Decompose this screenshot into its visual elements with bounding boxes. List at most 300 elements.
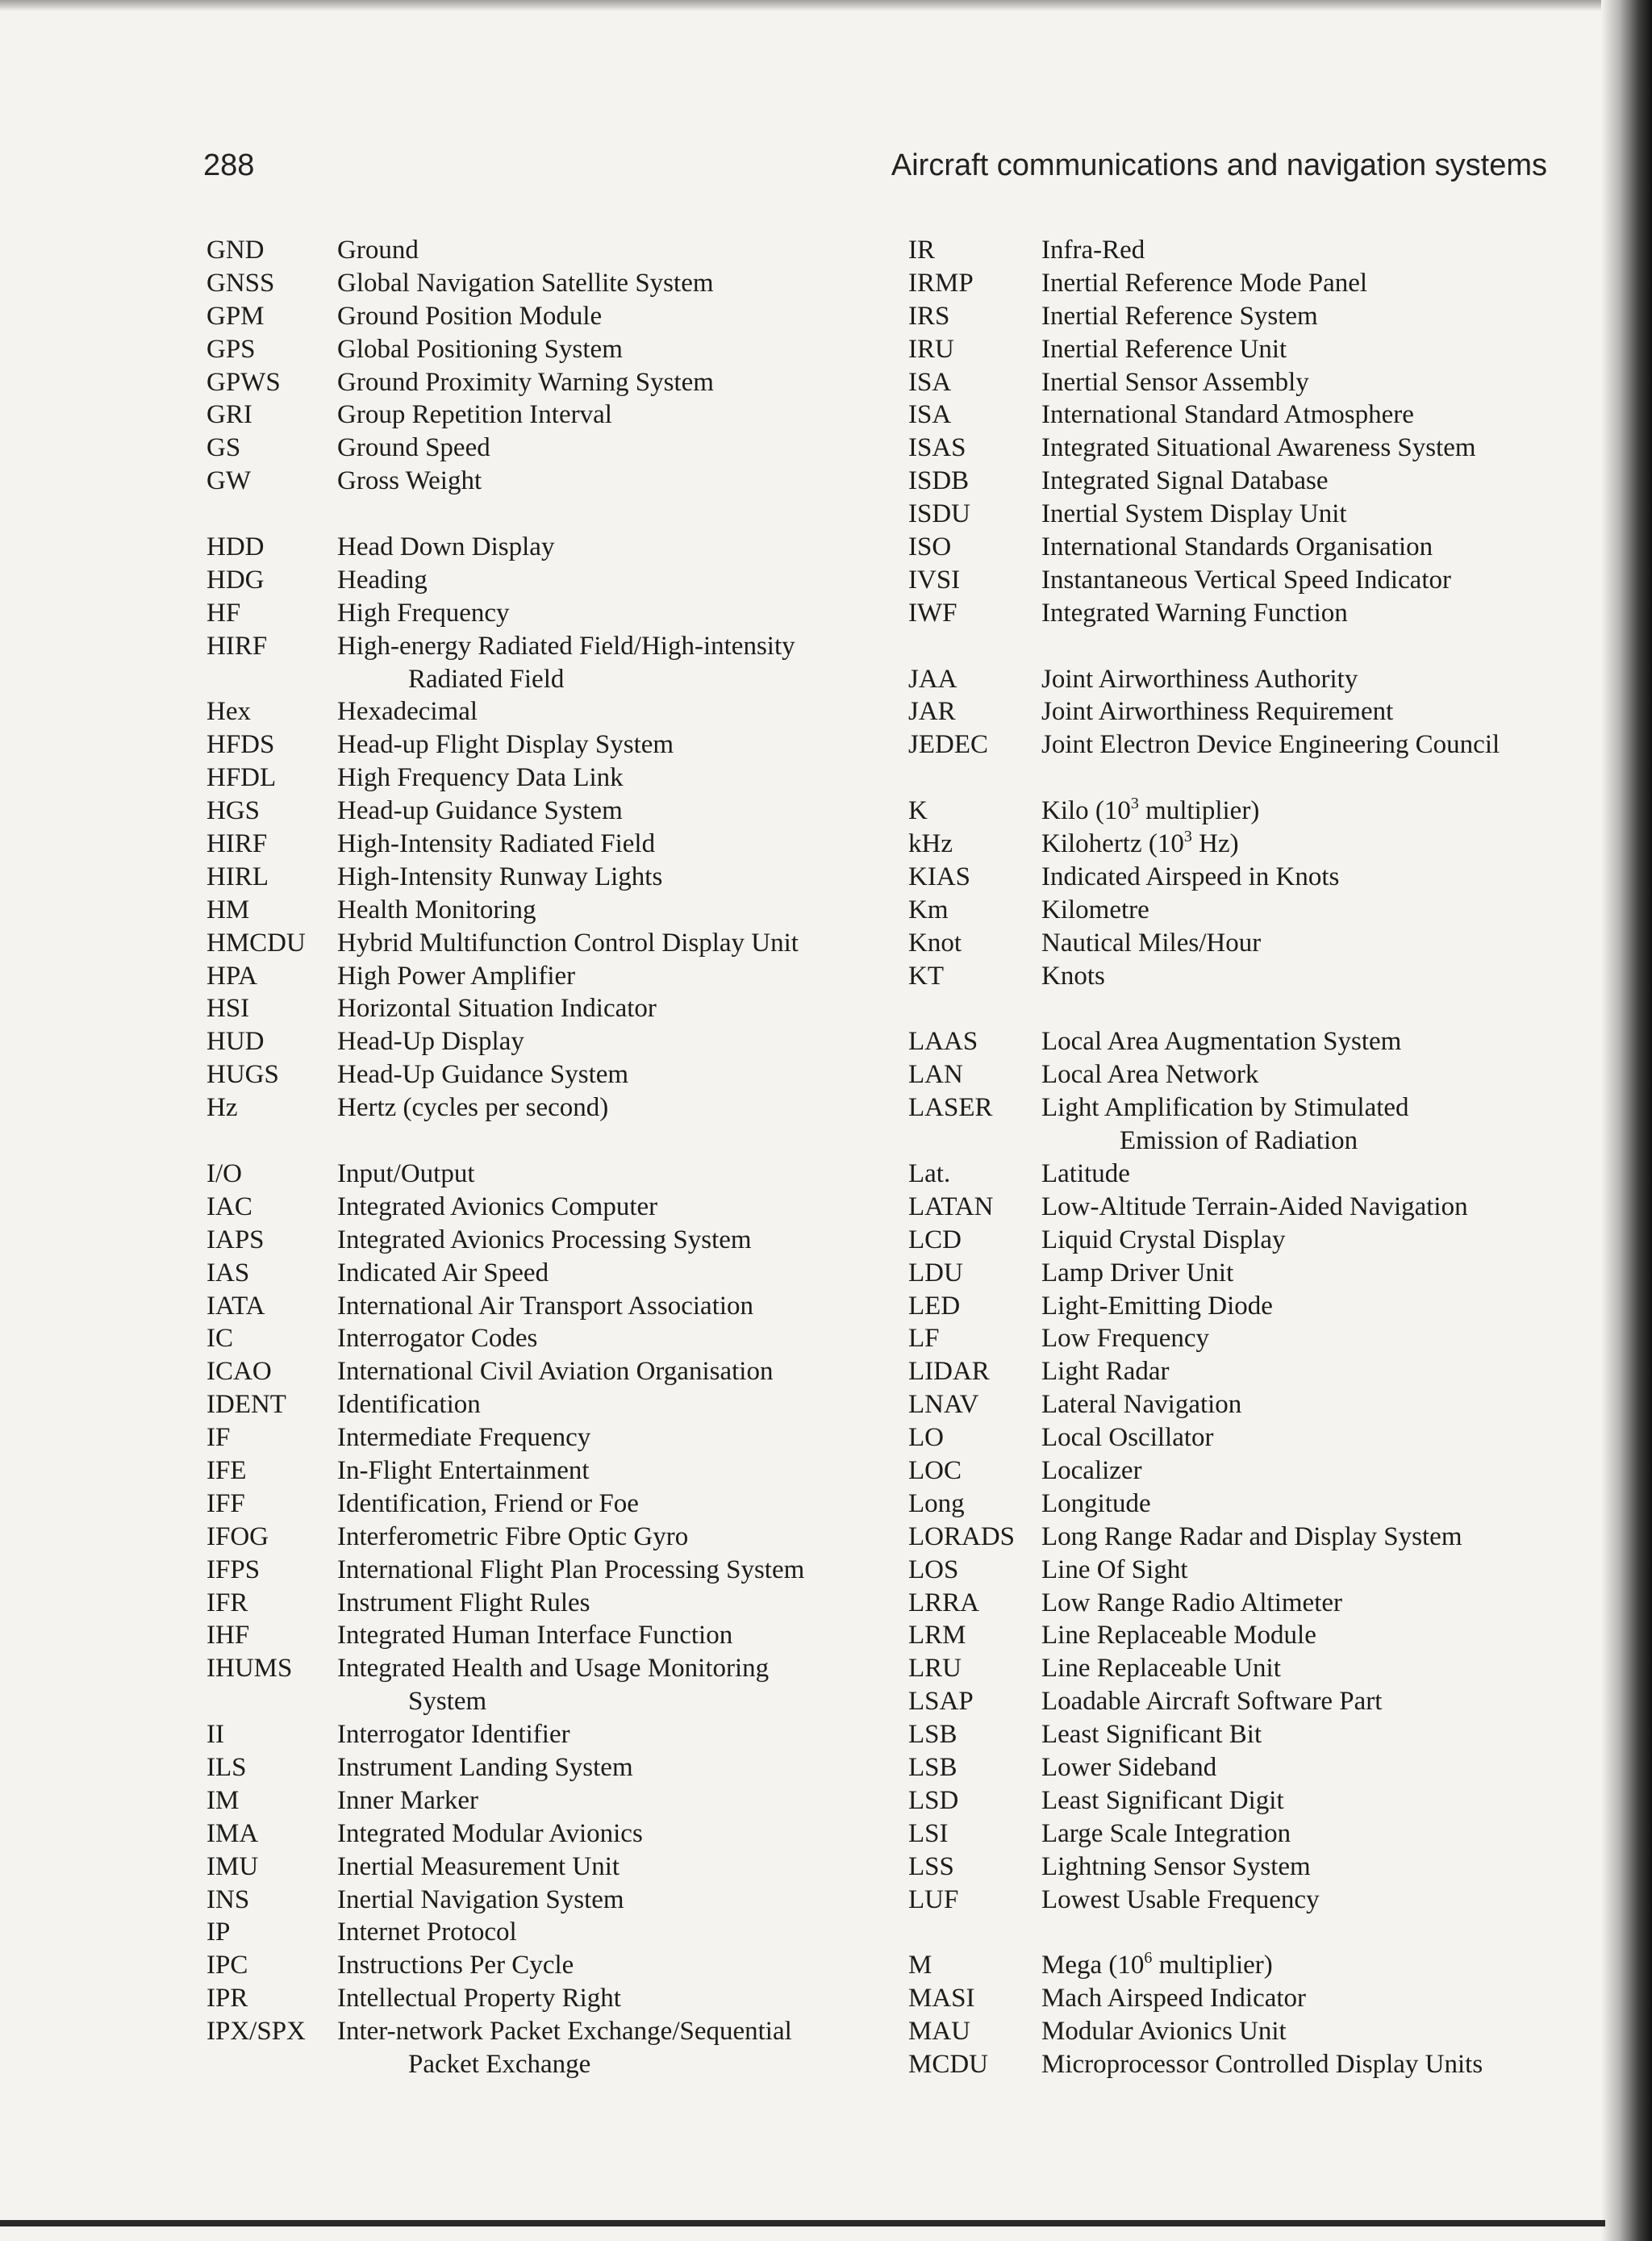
abbreviation: LDU xyxy=(908,1258,963,1287)
term-continuation: Packet Exchange xyxy=(408,2049,591,2079)
abbreviation: ISA xyxy=(908,400,952,430)
definition xyxy=(337,597,510,630)
definition xyxy=(1041,333,1287,366)
definition xyxy=(337,465,482,498)
term-continuation: Radiated Field xyxy=(408,664,565,694)
definition xyxy=(337,1224,752,1257)
definition xyxy=(1041,1058,1258,1091)
definition-text: Lower Sideband xyxy=(1041,1752,1217,1782)
abbreviation-entry xyxy=(206,927,876,960)
definition xyxy=(1041,1257,1233,1290)
definition-text: Hybrid Multifunction Control Display Unit xyxy=(337,928,799,958)
abbreviation-entry xyxy=(206,1884,876,1917)
abbreviation-entry xyxy=(908,1355,1602,1388)
definition-text: Identification xyxy=(337,1390,481,1420)
abbreviation-entry xyxy=(908,828,1602,861)
abbreviation-entry xyxy=(908,564,1602,597)
definition-text: Local Oscillator xyxy=(1041,1423,1214,1453)
definition-text: Head-up Guidance System xyxy=(337,796,623,826)
abbreviation-entry xyxy=(908,1224,1602,1257)
abbreviation-entry xyxy=(206,1817,876,1851)
definition-text: Low-Altitude Terrain-Aided Navigation xyxy=(1041,1191,1468,1221)
abbreviation-entry xyxy=(908,531,1602,564)
abbreviation: IDENT xyxy=(206,1390,286,1420)
definition xyxy=(337,762,624,795)
abbreviation: GPWS xyxy=(206,367,281,397)
abbreviation-entry xyxy=(908,234,1602,267)
definition-text: Integrated Situational Awareness System xyxy=(1041,433,1476,463)
definition xyxy=(1041,1158,1130,1191)
abbreviation: LOS xyxy=(908,1555,959,1584)
definition-text: Kilo (10 xyxy=(1041,796,1131,826)
abbreviation-entry xyxy=(908,333,1602,366)
abbreviation: JAA xyxy=(908,664,957,694)
definition-text: Instrument Landing System xyxy=(337,1752,633,1782)
abbreviation-entry xyxy=(206,861,876,894)
abbreviation: LIDAR xyxy=(908,1357,990,1387)
definition xyxy=(337,1091,608,1125)
definition-text: Internet Protocol xyxy=(337,1918,517,1947)
abbreviation: II xyxy=(206,1720,224,1750)
abbreviation: HDG xyxy=(206,565,265,595)
definition xyxy=(1041,1587,1342,1620)
section-gap xyxy=(206,1125,876,1158)
abbreviation-entry xyxy=(908,2048,1602,2081)
abbreviation: ISA xyxy=(908,367,952,397)
abbreviation-entry xyxy=(908,1521,1602,1554)
abbreviation-entry xyxy=(206,1058,876,1091)
definition-text: Interferometric Fibre Optic Gyro xyxy=(337,1521,689,1551)
section-gap xyxy=(908,762,1602,795)
definition-text: Ground Position Module xyxy=(337,301,603,331)
definition-text: Group Repetition Interval xyxy=(337,400,612,430)
abbreviation: MCDU xyxy=(908,2049,989,2079)
abbreviation: IMU xyxy=(206,1851,259,1881)
definition xyxy=(337,1025,524,1058)
abbreviation: LO xyxy=(908,1423,944,1453)
abbreviation: IATA xyxy=(206,1291,265,1321)
abbreviation-entry xyxy=(206,728,876,762)
abbreviation: HUGS xyxy=(206,1060,279,1090)
abbreviation-entry xyxy=(908,1421,1602,1454)
abbreviation: LRRA xyxy=(908,1588,980,1617)
definition xyxy=(337,1982,621,2015)
abbreviation: LUF xyxy=(908,1884,959,1914)
definition xyxy=(337,1619,732,1652)
section-gap xyxy=(908,992,1602,1025)
definition xyxy=(337,1718,570,1751)
abbreviation-entry xyxy=(206,531,876,564)
definition xyxy=(337,1257,549,1290)
definition-text: Hexadecimal xyxy=(337,697,478,727)
definition-text: Light-Emitting Diode xyxy=(1041,1291,1273,1321)
abbreviation: GPS xyxy=(206,334,256,364)
definition xyxy=(1041,2048,1483,2081)
abbreviation-entry xyxy=(206,1916,876,1949)
definition xyxy=(337,1521,688,1554)
definition xyxy=(1041,1488,1151,1521)
definition xyxy=(1041,828,1239,861)
definition xyxy=(1041,1685,1382,1718)
abbreviation: K xyxy=(908,796,928,826)
definition xyxy=(1041,564,1451,597)
abbreviation-entry xyxy=(206,1421,876,1454)
definition xyxy=(1041,960,1105,993)
definition-text-after: multiplier) xyxy=(1152,1951,1273,1980)
abbreviation: ISDU xyxy=(908,499,971,529)
definition-text: Loadable Aircraft Software Part xyxy=(1041,1687,1383,1717)
abbreviation-entry xyxy=(206,333,876,366)
abbreviation-entry xyxy=(908,465,1602,498)
abbreviation: Lat. xyxy=(908,1158,951,1188)
definition-text: Ground Speed xyxy=(337,433,490,463)
definition-text: Line Replaceable Unit xyxy=(1041,1654,1281,1684)
section-gap xyxy=(206,498,876,531)
definition xyxy=(1041,1091,1409,1125)
definition xyxy=(337,267,714,300)
definition-text: Kilohertz (10 xyxy=(1041,829,1184,859)
abbreviation-entry xyxy=(206,1355,876,1388)
definition-text: Ground Proximity Warning System xyxy=(337,367,714,397)
definition xyxy=(337,399,612,432)
abbreviation: HUD xyxy=(206,1027,265,1057)
abbreviation-entry xyxy=(206,1652,876,1685)
definition-text: Integrated Modular Avionics xyxy=(337,1818,643,1848)
abbreviation: IPR xyxy=(206,1984,248,2014)
definition xyxy=(337,695,478,728)
abbreviation: IC xyxy=(206,1324,233,1354)
abbreviation: KT xyxy=(908,961,944,991)
abbreviation: LAN xyxy=(908,1060,963,1090)
abbreviation-entry xyxy=(908,927,1602,960)
definition-text: Lowest Usable Frequency xyxy=(1041,1884,1320,1914)
definition-text: Inertial Reference System xyxy=(1041,301,1318,331)
definition xyxy=(337,531,554,564)
definition xyxy=(337,432,490,465)
definition-text: Inertial System Display Unit xyxy=(1041,499,1347,529)
definition-text: Low Range Radio Altimeter xyxy=(1041,1588,1343,1617)
definition-text: Head-Up Display xyxy=(337,1027,524,1057)
definition-text: Integrated Signal Database xyxy=(1041,466,1329,496)
abbreviation-entry xyxy=(206,1158,876,1191)
definition-text: Horizontal Situation Indicator xyxy=(337,994,657,1024)
abbreviation: IF xyxy=(206,1423,231,1453)
abbreviation: MAU xyxy=(908,2017,971,2047)
definition-text: Inter-network Packet Exchange/Sequential xyxy=(337,2017,792,2047)
definition-text: High-energy Radiated Field/High-intensity xyxy=(337,631,795,661)
definition xyxy=(1041,1388,1241,1421)
abbreviation: LRM xyxy=(908,1621,966,1650)
definition xyxy=(1041,1224,1285,1257)
abbreviation-entry xyxy=(206,828,876,861)
definition-text: Heading xyxy=(337,565,428,595)
abbreviation-entry xyxy=(908,1454,1602,1488)
abbreviation-entry xyxy=(908,1619,1602,1652)
section-gap xyxy=(908,630,1602,663)
definition xyxy=(337,300,602,333)
abbreviation: HGS xyxy=(206,796,261,826)
definition-text: In-Flight Entertainment xyxy=(337,1455,590,1485)
abbreviation: HF xyxy=(206,598,241,628)
abbreviation-entry xyxy=(908,1652,1602,1685)
abbreviation-entry xyxy=(908,728,1602,762)
definition-text: Inner Marker xyxy=(337,1785,478,1815)
abbreviation-entry xyxy=(206,1554,876,1587)
abbreviation: HM xyxy=(206,895,250,924)
definition-text: Integrated Warning Function xyxy=(1041,598,1348,628)
abbreviation-entry xyxy=(908,1488,1602,1521)
definition xyxy=(1041,1784,1284,1817)
abbreviation-entry xyxy=(908,1685,1602,1718)
definition xyxy=(337,1322,537,1355)
abbreviation-entry xyxy=(908,1091,1602,1125)
definition xyxy=(1041,1817,1291,1851)
abbreviation-entry xyxy=(206,564,876,597)
definition xyxy=(337,630,795,663)
definition xyxy=(337,333,623,366)
definition xyxy=(337,795,623,828)
definition-text: International Standards Organisation xyxy=(1041,532,1433,562)
definition-text: Local Area Network xyxy=(1041,1060,1259,1090)
abbreviation: IHF xyxy=(206,1621,250,1650)
abbreviation-entry xyxy=(206,1290,876,1323)
abbreviation: IMA xyxy=(206,1818,259,1848)
definition xyxy=(337,1421,590,1454)
definition xyxy=(1041,2015,1287,2048)
abbreviation-entry xyxy=(908,2015,1602,2048)
abbreviation-entry xyxy=(206,1718,876,1751)
definition-text: High Power Amplifier xyxy=(337,961,576,991)
abbreviation: LORADS xyxy=(908,1521,1016,1551)
definition xyxy=(1041,1521,1462,1554)
exponent: 6 xyxy=(1144,1949,1153,1968)
abbreviation: M xyxy=(908,1951,932,1980)
definition-text: Inertial Sensor Assembly xyxy=(1041,367,1309,397)
abbreviation-entry xyxy=(908,695,1602,728)
abbreviation-entry xyxy=(908,1322,1602,1355)
definition-text: Joint Airworthiness Requirement xyxy=(1041,697,1394,727)
abbreviation: IFOG xyxy=(206,1521,269,1551)
definition-text: Lightning Sensor System xyxy=(1041,1851,1311,1881)
abbreviation: IPC xyxy=(206,1951,248,1980)
abbreviation-entry xyxy=(908,300,1602,333)
definition xyxy=(337,1784,478,1817)
abbreviation: GPM xyxy=(206,301,265,331)
abbreviation: LSS xyxy=(908,1851,954,1881)
definition xyxy=(337,234,419,267)
definition-text: Local Area Augmentation System xyxy=(1041,1027,1402,1057)
definition-text: International Standard Atmosphere xyxy=(1041,400,1414,430)
abbreviation-entry xyxy=(206,992,876,1025)
definition-text: Input/Output xyxy=(337,1158,475,1188)
abbreviation-entry xyxy=(206,1751,876,1784)
abbreviation-entry xyxy=(908,1257,1602,1290)
abbreviation: ICAO xyxy=(206,1357,272,1387)
abbreviation: HIRF xyxy=(206,829,268,859)
definition xyxy=(1041,1454,1142,1488)
abbreviation: GW xyxy=(206,466,251,496)
abbreviation: LASER xyxy=(908,1093,993,1123)
definition xyxy=(337,894,536,927)
definition xyxy=(1041,1884,1320,1917)
abbreviation: IFPS xyxy=(206,1555,261,1584)
running-head: Aircraft communications and navigation systems xyxy=(891,148,1547,182)
abbreviation: HMCDU xyxy=(206,928,306,958)
definition-text: Joint Airworthiness Authority xyxy=(1041,664,1358,694)
definition xyxy=(1041,300,1318,333)
definition-text: Health Monitoring xyxy=(337,895,536,924)
definition-text: Indicated Airspeed in Knots xyxy=(1041,862,1340,891)
definition xyxy=(337,366,714,399)
definition-text-after: Hz) xyxy=(1191,829,1239,859)
definition xyxy=(1041,432,1476,465)
definition-text-after: multiplier) xyxy=(1138,796,1260,826)
definition-text: Intermediate Frequency xyxy=(337,1423,591,1453)
abbreviation-entry xyxy=(908,432,1602,465)
definition xyxy=(1041,1191,1468,1224)
abbreviation: Hz xyxy=(206,1093,238,1123)
definition-text: Head-Up Guidance System xyxy=(337,1060,629,1090)
abbreviation: LRU xyxy=(908,1654,962,1684)
abbreviation-entry xyxy=(908,1554,1602,1587)
definition xyxy=(337,1290,753,1323)
definition xyxy=(337,1191,657,1224)
definition xyxy=(337,1652,769,1685)
definition-text: Instantaneous Vertical Speed Indicator xyxy=(1041,565,1451,595)
term-continuation: Emission of Radiation xyxy=(1120,1126,1358,1156)
definition xyxy=(337,960,575,993)
abbreviation: IRS xyxy=(908,301,950,331)
abbreviation: Hex xyxy=(206,697,251,727)
definition xyxy=(1041,1355,1170,1388)
abbreviation-entry xyxy=(908,1949,1602,1982)
definition xyxy=(1041,1982,1306,2015)
abbreviation-entry xyxy=(206,234,876,267)
abbreviation-entry xyxy=(908,1751,1602,1784)
definition xyxy=(337,1388,481,1421)
term-continuation: System xyxy=(408,1687,487,1717)
definition xyxy=(1041,663,1358,696)
definition xyxy=(1041,795,1259,828)
abbreviation-entry xyxy=(908,663,1602,696)
definition-text: Inertial Navigation System xyxy=(337,1884,624,1914)
definition xyxy=(337,1949,574,1982)
abbreviation-entry xyxy=(908,894,1602,927)
definition-text: High-Intensity Runway Lights xyxy=(337,862,663,891)
definition xyxy=(337,1851,620,1884)
definition xyxy=(1041,465,1329,498)
abbreviation-entry xyxy=(908,597,1602,630)
abbreviation: LAAS xyxy=(908,1027,978,1057)
abbreviation: IAPS xyxy=(206,1225,265,1254)
definition-text: Instrument Flight Rules xyxy=(337,1588,590,1617)
entry-continuation xyxy=(908,1125,1602,1158)
definition-text: Large Scale Integration xyxy=(1041,1818,1291,1848)
definition xyxy=(337,861,662,894)
abbreviation-entry xyxy=(908,1817,1602,1851)
abbreviation-entry xyxy=(908,795,1602,828)
abbreviation: IAS xyxy=(206,1258,250,1287)
definition xyxy=(1041,498,1347,531)
definition-text: Lamp Driver Unit xyxy=(1041,1258,1234,1287)
abbreviation-entry xyxy=(206,465,876,498)
definition xyxy=(1041,366,1309,399)
definition-text: Inertial Reference Mode Panel xyxy=(1041,268,1368,298)
abbreviation-entry xyxy=(206,1322,876,1355)
abbreviation: HFDS xyxy=(206,730,275,760)
definition xyxy=(337,2015,792,2048)
abbreviation-entry xyxy=(206,1025,876,1058)
definition-text: Integrated Health and Usage Monitoring xyxy=(337,1654,770,1684)
abbreviation-entry xyxy=(206,1257,876,1290)
definition xyxy=(1041,1949,1273,1982)
abbreviation: INS xyxy=(206,1884,250,1914)
abbreviation-entry xyxy=(206,1388,876,1421)
abbreviation: HDD xyxy=(206,532,265,562)
abbreviation: JEDEC xyxy=(908,730,988,760)
definition-text: Knots xyxy=(1041,961,1105,991)
abbreviation: LSAP xyxy=(908,1687,974,1717)
definition xyxy=(337,564,428,597)
definition xyxy=(1041,695,1393,728)
abbreviation: kHz xyxy=(908,829,953,859)
abbreviation-entry xyxy=(908,1784,1602,1817)
definition-text: International Civil Aviation Organisation xyxy=(337,1357,774,1387)
abbreviation-entry xyxy=(206,2015,876,2048)
abbreviation: IHUMS xyxy=(206,1654,293,1684)
definition-text: High-Intensity Radiated Field xyxy=(337,829,656,859)
definition xyxy=(1041,1751,1216,1784)
abbreviation: LF xyxy=(908,1324,940,1354)
definition-text: High Frequency Data Link xyxy=(337,763,624,793)
definition-text: Microprocessor Controlled Display Units xyxy=(1041,2049,1483,2079)
abbreviation: GS xyxy=(206,433,241,463)
abbreviation: GND xyxy=(206,236,265,265)
definition-text: Interrogator Identifier xyxy=(337,1720,570,1750)
definition-text: Mach Airspeed Indicator xyxy=(1041,1984,1307,2014)
abbreviation-entry xyxy=(206,300,876,333)
definition-text: Infra-Red xyxy=(1041,236,1145,265)
abbreviation-entry xyxy=(206,695,876,728)
definition xyxy=(1041,531,1433,564)
abbreviation-entry xyxy=(206,432,876,465)
definition xyxy=(1041,1554,1187,1587)
abbreviation-entry xyxy=(908,1388,1602,1421)
definition-text: Low Frequency xyxy=(1041,1324,1210,1354)
abbreviation-entry xyxy=(206,399,876,432)
entry-continuation xyxy=(206,2048,876,2081)
abbreviations-left-column xyxy=(206,234,876,2081)
definition xyxy=(337,992,657,1025)
abbreviation: IFE xyxy=(206,1455,247,1485)
definition xyxy=(1041,728,1500,762)
definition xyxy=(337,728,674,762)
abbreviation: HPA xyxy=(206,961,257,991)
abbreviation-entry xyxy=(908,1587,1602,1620)
definition-text: Indicated Air Speed xyxy=(337,1258,549,1287)
abbreviation-entry xyxy=(206,894,876,927)
abbreviation-entry xyxy=(206,1619,876,1652)
definition-text: Joint Electron Device Engineering Council xyxy=(1041,730,1500,760)
abbreviation-entry xyxy=(908,267,1602,300)
abbreviation: LSB xyxy=(908,1752,957,1782)
page-top-shadow xyxy=(0,0,1601,11)
abbreviation-entry xyxy=(908,1158,1602,1191)
exponent: 3 xyxy=(1183,828,1192,846)
abbreviation: IFF xyxy=(206,1488,245,1518)
definition xyxy=(1041,1851,1311,1884)
abbreviation-entry xyxy=(206,630,876,663)
